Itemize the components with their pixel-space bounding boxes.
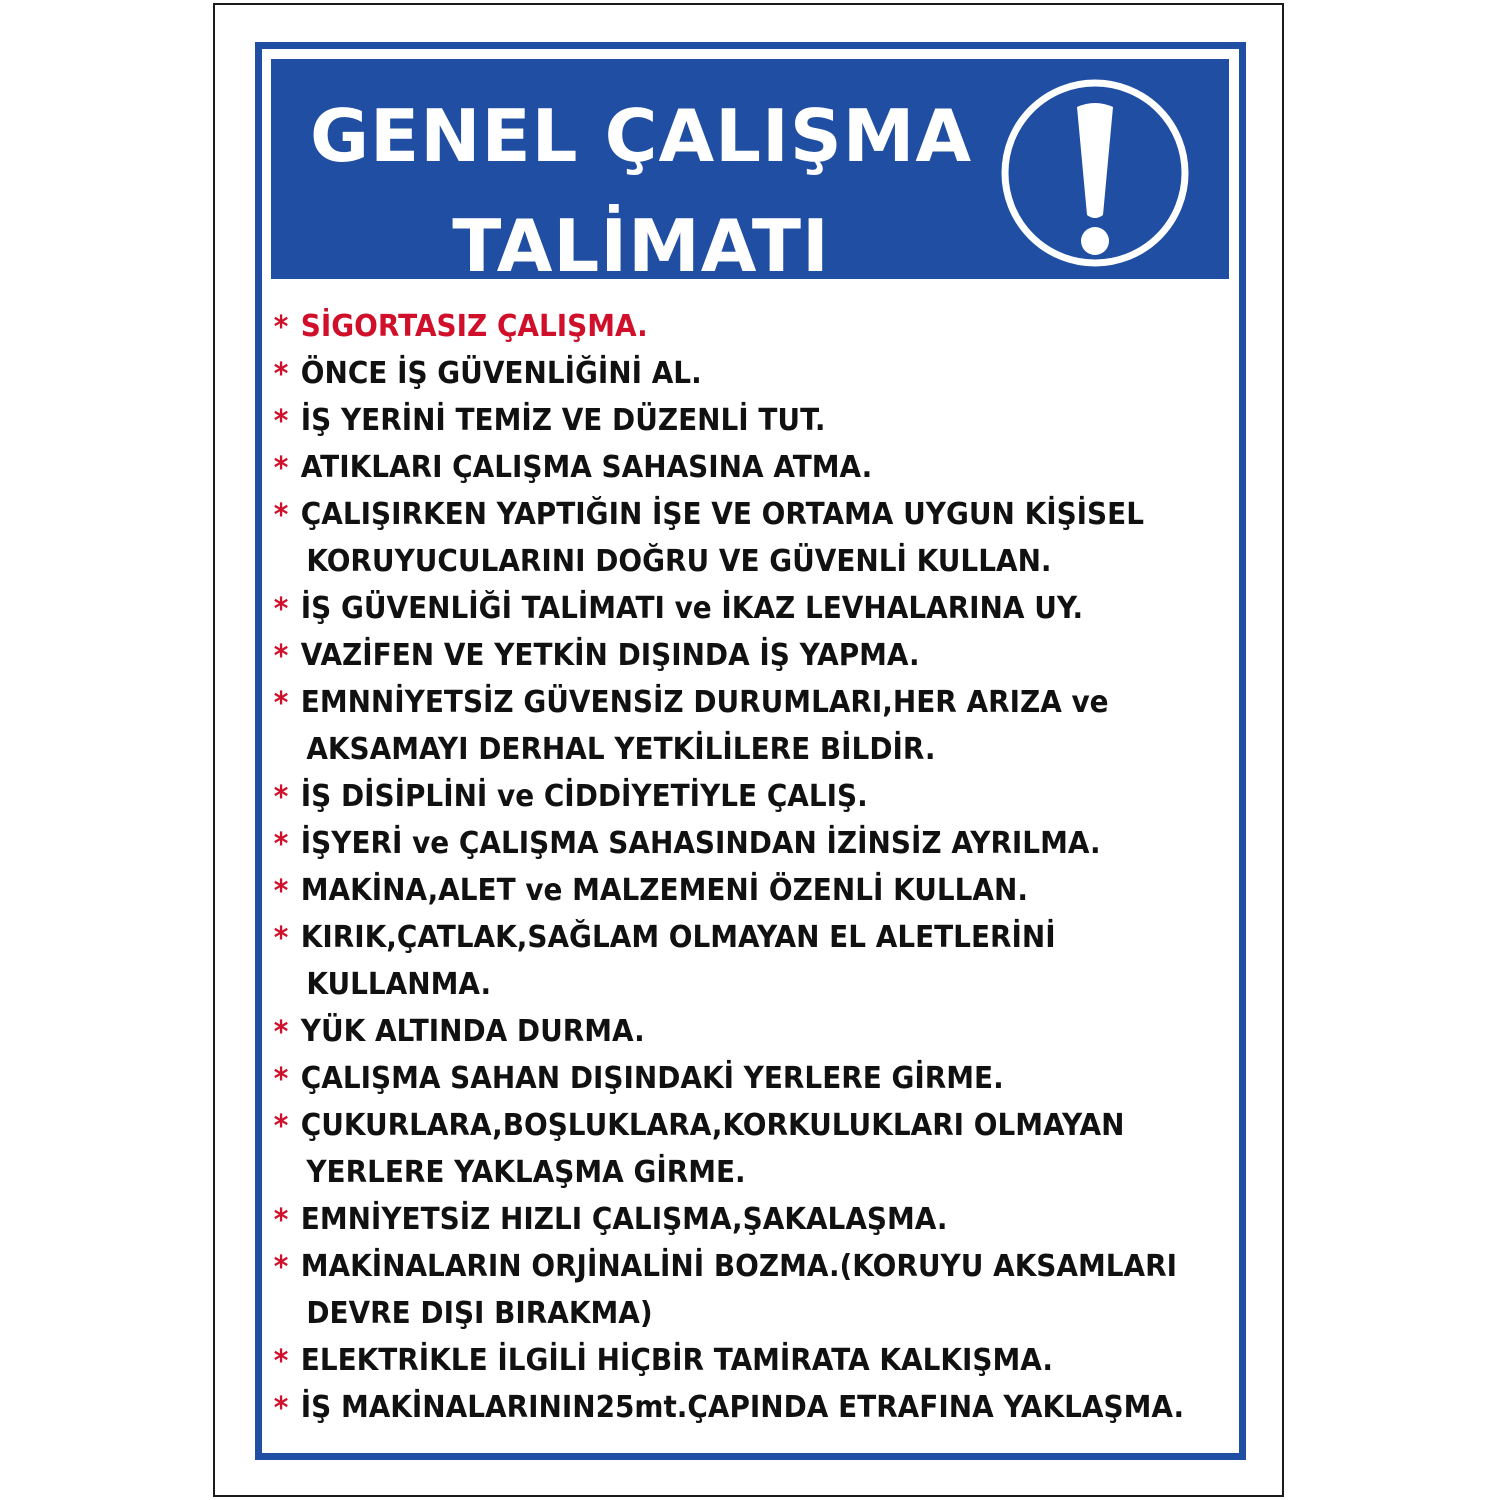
- rule-item: [271, 820, 1164, 867]
- rule-text: İŞYERİ ve ÇALIŞMA SAHASINDAN İZİNSİZ AYRILMA.: [300, 826, 1101, 861]
- rule-text-continuation: YERLERE YAKLAŞMA GİRME.: [306, 1155, 746, 1190]
- rule-item: [271, 679, 1164, 773]
- rule-text: ELEKTRİKLE İLGİLİ HİÇBİR TAMİRATA KALKIŞMA.: [300, 1343, 1053, 1378]
- rule-text: EMNİYETSİZ HIZLI ÇALIŞMA,ŞAKALAŞMA.: [300, 1202, 948, 1237]
- bullet-star: *: [273, 1015, 289, 1050]
- rule-item: [271, 1384, 1185, 1431]
- rule-item: [271, 444, 1164, 491]
- rule-item: [271, 585, 1164, 632]
- rule-text: ÇALIŞIRKEN YAPTIĞIN İŞE VE ORTAMA UYGUN KİŞİSEL: [300, 497, 1144, 532]
- bullet-star: *: [273, 1250, 289, 1285]
- title-line-2: TALİMATI: [452, 204, 830, 288]
- sign-header: [271, 59, 1229, 288]
- rule-text: SİGORTASIZ ÇALIŞMA.: [300, 309, 648, 344]
- rules-list: [271, 303, 1185, 1431]
- bullet-star: *: [273, 1109, 289, 1144]
- bullet-star: *: [273, 498, 289, 533]
- bullet-star: *: [273, 874, 289, 909]
- rule-item: [271, 350, 1164, 397]
- rule-text: EMNNİYETSİZ GÜVENSİZ DURUMLARI,HER ARIZA ve: [300, 685, 1109, 720]
- bullet-star: *: [273, 1344, 289, 1379]
- bullet-star: *: [273, 1391, 289, 1426]
- bullet-star: *: [273, 686, 289, 721]
- bullet-star: *: [273, 1203, 289, 1238]
- bullet-star: *: [273, 404, 289, 439]
- rule-text: İŞ YERİNİ TEMİZ VE DÜZENLİ TUT.: [300, 403, 826, 438]
- rule-text: ÇUKURLARA,BOŞLUKLARA,KORKULUKLARI OLMAYAN: [300, 1108, 1125, 1143]
- rule-item: [271, 303, 1164, 350]
- rule-text: KIRIK,ÇATLAK,SAĞLAM OLMAYAN EL ALETLERİNİ: [300, 920, 1056, 955]
- rule-text: ATIKLARI ÇALIŞMA SAHASINA ATMA.: [300, 450, 873, 485]
- title-line-1: GENEL ÇALIŞMA: [309, 94, 973, 178]
- sign-title: [271, 81, 1011, 301]
- rule-item: [271, 1196, 1164, 1243]
- rule-item: [271, 1102, 1164, 1196]
- rule-text: YÜK ALTINDA DURMA.: [300, 1014, 645, 1049]
- rule-text: MAKİNALARIN ORJİNALİNİ BOZMA.(KORUYU AKSAMLARI: [300, 1249, 1177, 1284]
- rule-item: [271, 397, 1164, 444]
- rule-item: [271, 632, 1164, 679]
- rule-item: [271, 491, 1164, 585]
- rule-item: [271, 773, 1164, 820]
- rule-text-continuation: DEVRE DIŞI BIRAKMA): [306, 1296, 653, 1331]
- rule-text-continuation: KULLANMA.: [306, 967, 492, 1002]
- bullet-star: *: [273, 357, 289, 392]
- rule-item: [271, 1055, 1164, 1102]
- rule-item: [271, 1243, 1177, 1337]
- bullet-star: *: [273, 827, 289, 862]
- rule-text: İŞ GÜVENLİĞİ TALİMATI ve İKAZ LEVHALARINA UY.: [300, 591, 1084, 626]
- rule-text: VAZİFEN VE YETKİN DIŞINDA İŞ YAPMA.: [300, 638, 920, 673]
- rule-text: ÇALIŞMA SAHAN DIŞINDAKİ YERLERE GİRME.: [300, 1061, 1004, 1096]
- rule-item: [271, 1337, 1164, 1384]
- bullet-star: *: [273, 451, 289, 486]
- exclamation-circle-icon: [997, 75, 1193, 271]
- rule-item: [271, 867, 1164, 914]
- rule-text: ÖNCE İŞ GÜVENLİĞİNİ AL.: [300, 356, 702, 391]
- bullet-star: *: [273, 921, 289, 956]
- bullet-star: *: [273, 780, 289, 815]
- bullet-star: *: [273, 639, 289, 674]
- bullet-star: *: [273, 592, 289, 627]
- bullet-star: *: [273, 310, 289, 345]
- rule-text-continuation: AKSAMAYI DERHAL YETKİLİLERE BİLDİR.: [306, 732, 936, 767]
- rule-item: [271, 1008, 1164, 1055]
- rule-text-continuation: KORUYUCULARINI DOĞRU VE GÜVENLİ KULLAN.: [306, 544, 1052, 579]
- bullet-star: *: [273, 1062, 289, 1097]
- rule-text: İŞ MAKİNALARININ25mt.ÇAPINDA ETRAFINA YAKLAŞMA.: [300, 1390, 1185, 1425]
- rule-text: MAKİNA,ALET ve MALZEMENİ ÖZENLİ KULLAN.: [300, 873, 1028, 908]
- rule-text: İŞ DİSİPLİNİ ve CİDDİYETİYLE ÇALIŞ.: [300, 779, 868, 814]
- rule-item: [271, 914, 1164, 1008]
